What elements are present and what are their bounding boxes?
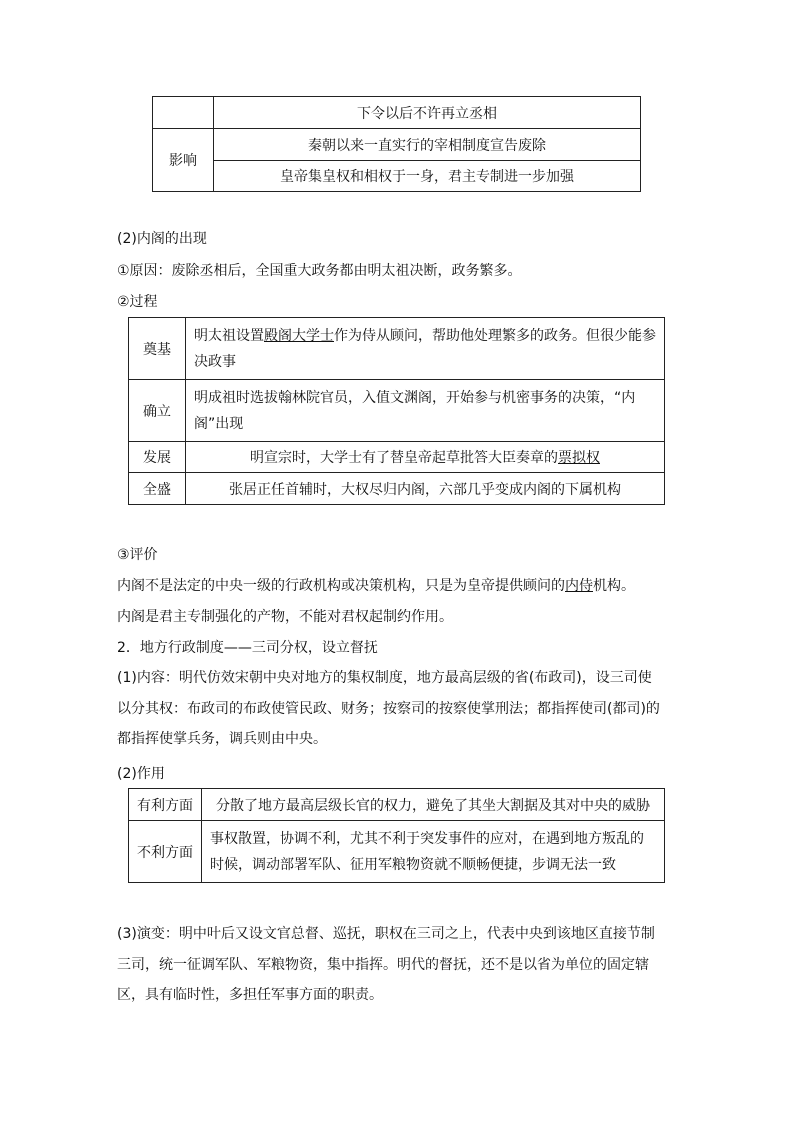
process-cell: 明太祖设置殿阁大学士作为侍从顾问，帮助他处理繁多的政务。但很少能参决政事 xyxy=(186,318,665,380)
process-label: 发展 xyxy=(129,442,186,473)
neige-process-heading: ②过程 xyxy=(117,294,158,310)
effect-cell: 事权散置，协调不利，尤其不利于突发事件的应对，在遇到地方叛乱的时候，调动部署军队、征用军粮物资就不顺畅便捷，步调无法一致 xyxy=(202,821,665,883)
evaluation-line1: 内阁不是法定的中央一级的行政机构或决策机构，只是为皇帝提供顾问的内侍机构。 xyxy=(117,578,635,594)
evaluation-line2: 内阁是君主专制强化的产物，不能对君权起制约作用。 xyxy=(117,609,453,625)
table1-label-empty xyxy=(153,97,214,129)
effect-table xyxy=(128,788,665,883)
process-label: 奠基 xyxy=(129,318,186,380)
neige-reason: ①原因：废除丞相后，全国重大政务都由明太祖决断，政务繁多。 xyxy=(117,263,522,279)
effect-heading: (2)作用 xyxy=(117,766,165,782)
influence-table xyxy=(152,96,641,192)
neige-process-table xyxy=(128,317,665,505)
local-system-content: (1)内容：明代仿效宋朝中央对地方的集权制度，地方最高层级的省(布政司)，设三司使以分其权：布政司的布政使管民政、财务；按察司的按察使掌刑法；都指挥使司(都司)的都指挥使掌兵务，调兵则由中央。 xyxy=(117,670,660,747)
process-cell: 明成祖时选拔翰林院官员，入值文渊阁，开始参与机密事务的决策，“内阁”出现 xyxy=(186,380,665,442)
table1-label-influence: 影响 xyxy=(153,129,214,192)
process-label: 确立 xyxy=(129,380,186,442)
table1-cell: 皇帝集皇权和相权于一身，君主专制进一步加强 xyxy=(214,161,641,192)
process-cell: 张居正任首辅时，大权尽归内阁，六部几乎变成内阁的下属机构 xyxy=(186,473,665,505)
evolution-paragraph: (3)演变：明中叶后又设文官总督、巡抚，职权在三司之上，代表中央到该地区直接节制三司，统一征调军队、军粮物资，集中指挥。明代的督抚，还不是以省为单位的固定辖区，具有临时性，多担任军事方面的职责。 xyxy=(117,926,655,1003)
table1-cell: 下令以后不许再立丞相 xyxy=(214,97,641,129)
effect-cell: 分散了地方最高层级长官的权力，避免了其坐大割据及其对中央的威胁 xyxy=(202,789,665,821)
evaluation-heading: ③评价 xyxy=(117,547,158,563)
local-system-heading: 2．地方行政制度——三司分权，设立督抚 xyxy=(117,640,378,656)
process-cell: 明宣宗时，大学士有了替皇帝起草批答大臣奏章的票拟权 xyxy=(186,442,665,473)
effect-label: 有利方面 xyxy=(129,789,202,821)
process-label: 全盛 xyxy=(129,473,186,505)
effect-label: 不利方面 xyxy=(129,821,202,883)
table1-cell: 秦朝以来一直实行的宰相制度宣告废除 xyxy=(214,129,641,161)
section-heading-neige: (2)内阁的出现 xyxy=(117,231,207,247)
